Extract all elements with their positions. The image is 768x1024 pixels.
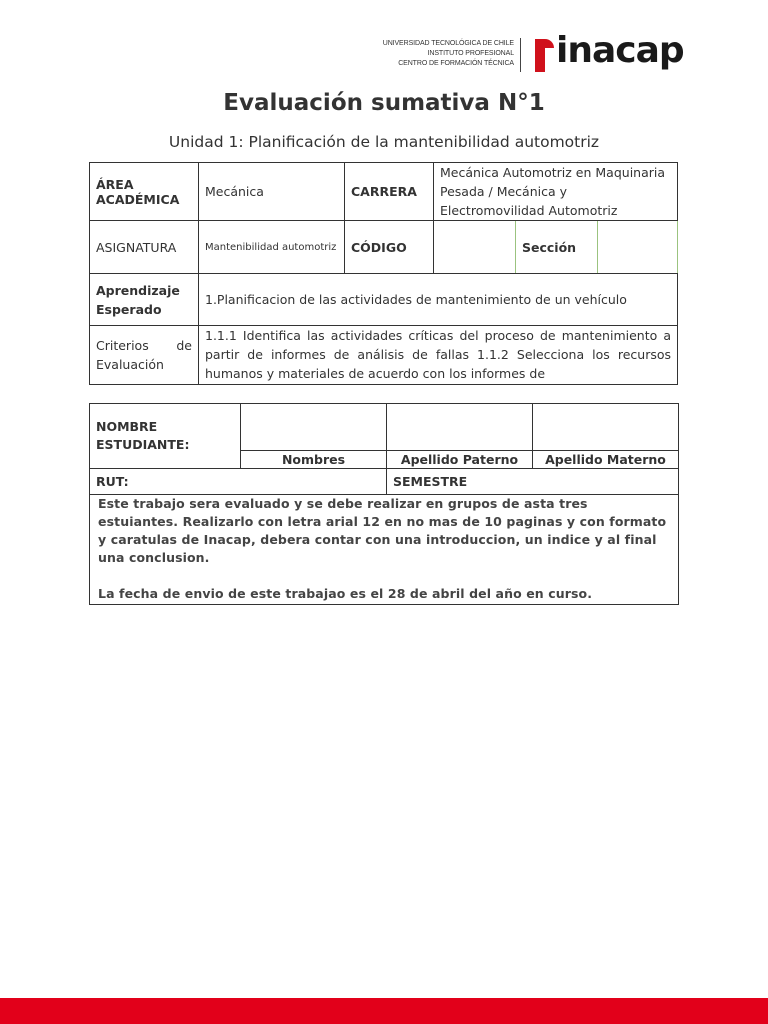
apellido-paterno-field[interactable] xyxy=(387,404,533,451)
page-title: Evaluación sumativa N°1 xyxy=(223,90,545,116)
aprendizaje-value: 1.Planificacion de las actividades de mantenimiento de un vehículo xyxy=(199,274,678,326)
apellido-paterno-header: Apellido Paterno xyxy=(387,451,533,469)
deadline-text: La fecha de envio de este trabajao es el 28 de abril del año en curso. xyxy=(98,586,593,601)
asignatura-label: ASIGNATURA xyxy=(90,221,199,274)
table-row xyxy=(90,495,679,605)
codigo-label: CÓDIGO xyxy=(345,221,434,274)
institution-line-2: INSTITUTO PROFESIONAL xyxy=(427,50,514,57)
info-table xyxy=(89,162,678,385)
instructions-text: Este trabajo sera evaluado y se debe realizar en grupos de asta tres estuiantes. Realizarlo con letra arial 12 en no mas de 10 paginas y con formato y caratulas de Inacap, debera contar con una introduccion, un indice y al final una conclusion. xyxy=(98,496,667,565)
codigo-field[interactable] xyxy=(434,221,516,274)
nombre-estudiante-label: NOMBRE ESTUDIANTE: xyxy=(90,404,241,469)
student-table xyxy=(89,403,679,605)
table-row xyxy=(90,163,678,221)
aprendizaje-label: Aprendizaje Esperado xyxy=(90,274,199,326)
logo-wordmark: inacap xyxy=(556,30,684,71)
apellido-materno-header: Apellido Materno xyxy=(533,451,679,469)
area-label: ÁREA ACADÉMICA xyxy=(90,163,199,221)
nombres-field[interactable] xyxy=(241,404,387,451)
seccion-field[interactable] xyxy=(598,221,678,274)
table-row xyxy=(90,469,679,495)
instructions-cell xyxy=(90,495,679,605)
footer-bar xyxy=(0,998,768,1024)
table-row xyxy=(90,404,679,451)
inacap-logo-icon xyxy=(535,39,545,72)
institution-line-1: UNIVERSIDAD TECNOLÓGICA DE CHILE xyxy=(382,40,514,47)
carrera-value: Mecánica Automotriz en Maquinaria Pesada / Mecánica y Electromovilidad Automotriz xyxy=(434,163,678,221)
area-value: Mecánica xyxy=(199,163,345,221)
carrera-label: CARRERA xyxy=(345,163,434,221)
page-subtitle: Unidad 1: Planificación de la mantenibilidad automotriz xyxy=(168,133,600,151)
asignatura-value: Mantenibilidad automotriz xyxy=(199,221,345,274)
seccion-label: Sección xyxy=(516,221,598,274)
nombres-header: Nombres xyxy=(241,451,387,469)
table-row xyxy=(90,221,678,274)
logo-separator xyxy=(520,38,521,72)
semestre-label: SEMESTRE xyxy=(387,469,679,495)
institution-line-3: CENTRO DE FORMACIÓN TÉCNICA xyxy=(398,60,514,67)
rut-label: RUT: xyxy=(90,469,387,495)
institution-lines xyxy=(372,39,514,69)
criterios-label: Criterios de Evaluación xyxy=(90,326,199,385)
table-row xyxy=(90,326,678,385)
apellido-materno-field[interactable] xyxy=(533,404,679,451)
table-row xyxy=(90,274,678,326)
header-logo xyxy=(372,30,684,78)
criterios-value: 1.1.1 Identifica las actividades críticas del proceso de mantenimiento a partir de informes de análisis de fallas 1.1.2 Selecciona los recursos humanos y materiales de acuerdo con los informes de xyxy=(199,326,678,385)
